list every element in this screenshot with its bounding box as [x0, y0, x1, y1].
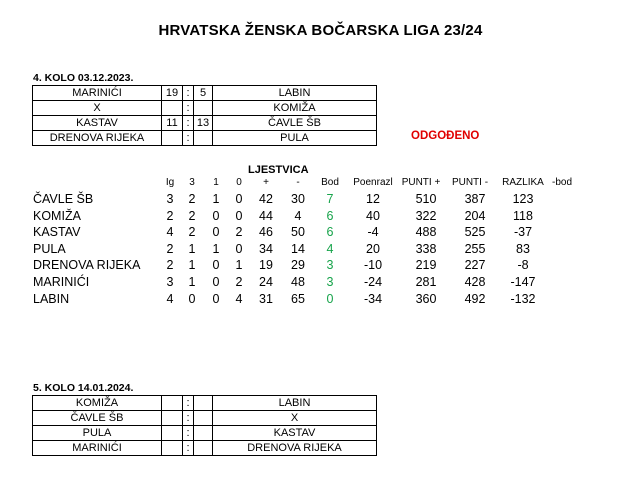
- match-row: [33, 131, 377, 146]
- cell-ig: 3: [166, 275, 174, 289]
- cell-poenrazl: 12: [366, 192, 380, 206]
- header-razlika: RAZLIKA: [502, 177, 544, 188]
- score-separator: :: [183, 441, 194, 456]
- cell-poenrazl: -10: [363, 258, 383, 273]
- cell-team: MARINIĆI: [33, 275, 90, 289]
- standings-row: [0, 192, 641, 208]
- cell-minus: 4: [294, 208, 302, 223]
- cell-razlika: 118: [513, 208, 533, 223]
- home-team: X: [33, 101, 162, 116]
- cell-ig: 2: [166, 241, 174, 256]
- cell-punti-minus: 204: [464, 208, 486, 223]
- away-score: [194, 396, 213, 411]
- cell-bod: 4: [326, 241, 334, 256]
- home-team: PULA: [33, 426, 162, 441]
- cell-team: ČAVLE ŠB: [33, 192, 94, 206]
- standings-row: [0, 275, 641, 291]
- standings-row: [0, 258, 641, 274]
- away-team: KASTAV: [213, 426, 377, 441]
- away-score: [194, 426, 213, 441]
- match-row: [33, 396, 377, 411]
- cell-plus: 44: [259, 208, 273, 223]
- away-score: [194, 441, 213, 456]
- score-separator: :: [183, 426, 194, 441]
- away-team: DRENOVA RIJEKA: [213, 441, 377, 456]
- kolo4-table: [32, 85, 377, 146]
- header-punti-plus: PUNTI +: [401, 177, 441, 188]
- cell-punti-plus: 360: [415, 291, 437, 306]
- cell-3: 2: [188, 208, 196, 223]
- away-team: ČAVLE ŠB: [213, 116, 377, 131]
- kolo4-label: 4. KOLO 03.12.2023.: [33, 72, 134, 84]
- away-team: LABIN: [213, 86, 377, 101]
- cell-team: PULA: [33, 241, 66, 256]
- home-team: DRENOVA RIJEKA: [33, 131, 162, 146]
- home-score: 11: [162, 116, 183, 131]
- score-separator: :: [183, 131, 194, 146]
- home-score: [162, 441, 183, 456]
- header-minus-bod: -bod: [551, 177, 573, 188]
- cell-punti-plus: 322: [415, 208, 437, 223]
- cell-team: KASTAV: [33, 225, 81, 240]
- cell-plus: 46: [259, 225, 273, 240]
- home-team: MARINIĆI: [33, 441, 162, 456]
- cell-ig: 4: [166, 225, 174, 240]
- away-score: [194, 131, 213, 146]
- cell-team: DRENOVA RIJEKA: [33, 258, 141, 273]
- home-score: [162, 131, 183, 146]
- cell-punti-plus: 281: [415, 275, 437, 289]
- cell-1: 1: [212, 241, 220, 256]
- kolo5-label: 5. KOLO 14.01.2024.: [33, 382, 134, 394]
- away-team: LABIN: [213, 396, 377, 411]
- cell-3: 1: [188, 258, 196, 273]
- cell-punti-minus: 492: [464, 291, 486, 306]
- cell-3: 2: [188, 192, 196, 206]
- away-score: 5: [194, 86, 213, 101]
- header-poenrazl: Poenrazl: [353, 177, 393, 188]
- standings-row: [0, 242, 641, 258]
- cell-1: 0: [212, 291, 220, 306]
- cell-3: 1: [188, 241, 196, 256]
- cell-0: 2: [235, 225, 243, 240]
- cell-poenrazl: 20: [366, 241, 380, 256]
- cell-3: 2: [188, 225, 196, 240]
- cell-team: KOMIŽA: [33, 208, 81, 223]
- away-team: PULA: [213, 131, 377, 146]
- standings-header: [0, 177, 641, 193]
- cell-ig: 2: [166, 258, 174, 273]
- cell-plus: 34: [259, 241, 273, 256]
- cell-punti-plus: 219: [415, 258, 437, 273]
- cell-1: 0: [212, 208, 220, 223]
- away-score: 13: [194, 116, 213, 131]
- match-row: [33, 426, 377, 441]
- cell-bod: 3: [326, 258, 334, 273]
- kolo5-table: [32, 395, 377, 456]
- home-score: 19: [162, 86, 183, 101]
- cell-punti-plus: 510: [415, 192, 437, 206]
- cell-poenrazl: 40: [366, 208, 380, 223]
- standings-row: [0, 209, 641, 225]
- cell-bod: 7: [326, 192, 334, 206]
- away-score: [194, 101, 213, 116]
- cell-ig: 3: [166, 192, 174, 206]
- cell-1: 0: [212, 225, 220, 240]
- cell-1: 0: [212, 258, 220, 273]
- cell-0: 0: [235, 192, 243, 206]
- cell-plus: 19: [259, 258, 273, 273]
- cell-razlika: -132: [510, 291, 536, 306]
- cell-1: 0: [212, 275, 220, 289]
- home-score: [162, 396, 183, 411]
- score-separator: :: [183, 396, 194, 411]
- cell-punti-minus: 227: [464, 258, 486, 273]
- match-row: [33, 411, 377, 426]
- match-row: [33, 441, 377, 456]
- header-3: 3: [189, 177, 195, 188]
- home-score: [162, 411, 183, 426]
- cell-0: 0: [235, 241, 243, 256]
- away-score: [194, 411, 213, 426]
- cell-3: 1: [188, 275, 196, 289]
- cell-punti-plus: 488: [415, 225, 437, 240]
- cell-bod: 3: [326, 275, 334, 289]
- cell-razlika: -37: [513, 225, 533, 240]
- score-separator: :: [183, 86, 194, 101]
- cell-minus: 48: [291, 275, 305, 289]
- away-team: KOMIŽA: [213, 101, 377, 116]
- away-team: X: [213, 411, 377, 426]
- cell-ig: 4: [166, 291, 174, 306]
- cell-0: 2: [235, 275, 243, 289]
- cell-bod: 0: [326, 291, 334, 306]
- cell-razlika: 123: [512, 192, 534, 206]
- header-bod: Bod: [321, 177, 339, 188]
- postponed-note: ODGOĐENO: [411, 130, 480, 142]
- cell-punti-minus: 428: [464, 275, 486, 289]
- cell-0: 4: [235, 291, 243, 306]
- cell-razlika: 83: [516, 241, 530, 256]
- cell-ig: 2: [166, 208, 174, 223]
- cell-minus: 65: [291, 291, 305, 306]
- cell-minus: 14: [291, 241, 305, 256]
- match-row: [33, 86, 377, 101]
- cell-poenrazl: -34: [363, 291, 383, 306]
- standings-row: [0, 292, 641, 308]
- standings-title: LJESTVICA: [248, 164, 309, 176]
- cell-punti-minus: 255: [464, 241, 486, 256]
- header-minus: -: [296, 177, 300, 188]
- standings-row: [0, 225, 641, 241]
- cell-3: 0: [188, 291, 196, 306]
- cell-poenrazl: -4: [367, 225, 379, 240]
- cell-team: LABIN: [33, 291, 70, 306]
- cell-plus: 31: [259, 291, 273, 306]
- page-title: HRVATSKA ŽENSKA BOČARSKA LIGA 23/24: [158, 22, 483, 39]
- cell-minus: 30: [291, 192, 305, 206]
- cell-bod: 6: [326, 208, 334, 223]
- header-ig: Ig: [165, 177, 175, 188]
- header-1: 1: [213, 177, 219, 188]
- home-team: KASTAV: [33, 116, 162, 131]
- cell-minus: 29: [291, 258, 305, 273]
- cell-poenrazl: -24: [363, 275, 383, 289]
- score-separator: :: [183, 116, 194, 131]
- header-0: 0: [236, 177, 242, 188]
- score-separator: :: [183, 101, 194, 116]
- cell-plus: 42: [259, 192, 273, 206]
- cell-razlika: -147: [510, 275, 536, 289]
- header-plus: +: [263, 177, 269, 188]
- cell-punti-plus: 338: [415, 241, 437, 256]
- cell-plus: 24: [259, 275, 273, 289]
- match-row: [33, 101, 377, 116]
- cell-razlika: -8: [517, 258, 529, 273]
- cell-0: 0: [235, 208, 243, 223]
- cell-0: 1: [235, 258, 243, 273]
- cell-bod: 6: [326, 225, 334, 240]
- home-team: MARINIĆI: [33, 86, 162, 101]
- cell-punti-minus: 387: [464, 192, 486, 206]
- cell-punti-minus: 525: [464, 225, 486, 240]
- header-punti-minus: PUNTI -: [451, 177, 489, 188]
- match-row: [33, 116, 377, 131]
- home-team: KOMIŽA: [33, 396, 162, 411]
- home-team: ČAVLE ŠB: [33, 411, 162, 426]
- home-score: [162, 426, 183, 441]
- home-score: [162, 101, 183, 116]
- cell-1: 1: [212, 192, 220, 206]
- cell-minus: 50: [291, 225, 305, 240]
- score-separator: :: [183, 411, 194, 426]
